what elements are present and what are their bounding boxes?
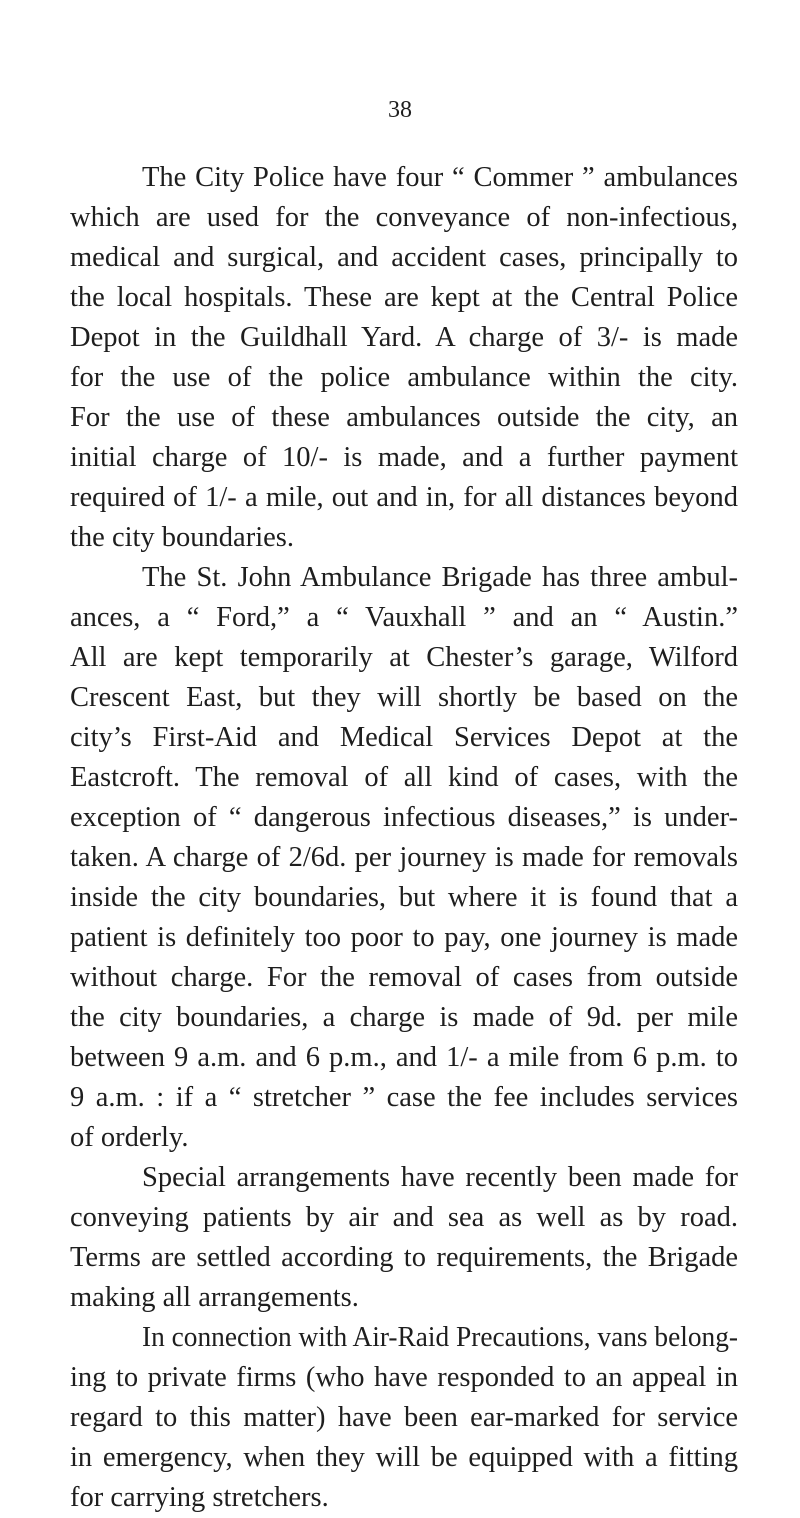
text-line: making all arrangements. bbox=[70, 1282, 359, 1313]
text-line: regard to this matter) have been ear-marked for service bbox=[70, 1402, 738, 1433]
text-line: ing to private firms (who have responded to an appeal in bbox=[70, 1362, 738, 1393]
text-line: The St. John Ambulance Brigade has three ambul- bbox=[142, 562, 738, 593]
text-line: initial charge of 10/- is made, and a further payment bbox=[70, 442, 738, 473]
page-number: 38 bbox=[388, 97, 412, 123]
text-line: of orderly. bbox=[70, 1122, 189, 1153]
text-line: the local hospitals. These are kept at the Central Police bbox=[70, 282, 738, 313]
text-line: for the use of the police ambulance within the city. bbox=[70, 362, 738, 393]
text-line: Eastcroft. The removal of all kind of cases, with the bbox=[70, 762, 738, 793]
text-line: The City Police have four “ Commer ” ambulances bbox=[142, 162, 738, 193]
text-line: inside the city boundaries, but where it is found that a bbox=[70, 882, 738, 913]
text-line: for carrying stretchers. bbox=[70, 1482, 329, 1513]
text-line: medical and surgical, and accident cases, principally to bbox=[70, 242, 738, 273]
text-line: between 9 a.m. and 6 p.m., and 1/- a mile from 6 p.m. to bbox=[70, 1042, 738, 1073]
text-line: which are used for the conveyance of non-infectious, bbox=[70, 202, 738, 233]
text-line: 9 a.m. : if a “ stretcher ” case the fee includes services bbox=[70, 1082, 738, 1113]
text-line: conveying patients by air and sea as well as by road. bbox=[70, 1202, 738, 1233]
text-line: For the use of these ambulances outside the city, an bbox=[70, 402, 738, 433]
text-line: taken. A charge of 2/6d. per journey is made for removals bbox=[70, 842, 738, 873]
text-line: ances, a “ Ford,” a “ Vauxhall ” and an “ Austin.” bbox=[70, 602, 738, 633]
text-line: the city boundaries, a charge is made of 9d. per mile bbox=[70, 1002, 738, 1033]
text-line: Crescent East, but they will shortly be based on the bbox=[70, 682, 738, 713]
text-line: without charge. For the removal of cases from outside bbox=[70, 962, 738, 993]
text-line: patient is definitely too poor to pay, one journey is made bbox=[70, 922, 738, 953]
text-line: In connection with Air-Raid Precautions, vans belong- bbox=[142, 1322, 738, 1353]
text-line: Depot in the Guildhall Yard. A charge of 3/- is made bbox=[70, 322, 738, 353]
text-line: required of 1/- a mile, out and in, for all distances beyond bbox=[70, 482, 738, 513]
text-line: Terms are settled according to requirements, the Brigade bbox=[70, 1242, 738, 1273]
text-line: Special arrangements have recently been made for bbox=[142, 1162, 738, 1193]
text-line: city’s First-Aid and Medical Services Depot at the bbox=[70, 722, 738, 753]
text-line: the city boundaries. bbox=[70, 522, 294, 553]
text-line: exception of “ dangerous infectious diseases,” is under- bbox=[70, 802, 738, 833]
text-line: in emergency, when they will be equipped with a fitting bbox=[70, 1442, 738, 1473]
text-line: All are kept temporarily at Chester’s garage, Wilford bbox=[70, 642, 738, 673]
